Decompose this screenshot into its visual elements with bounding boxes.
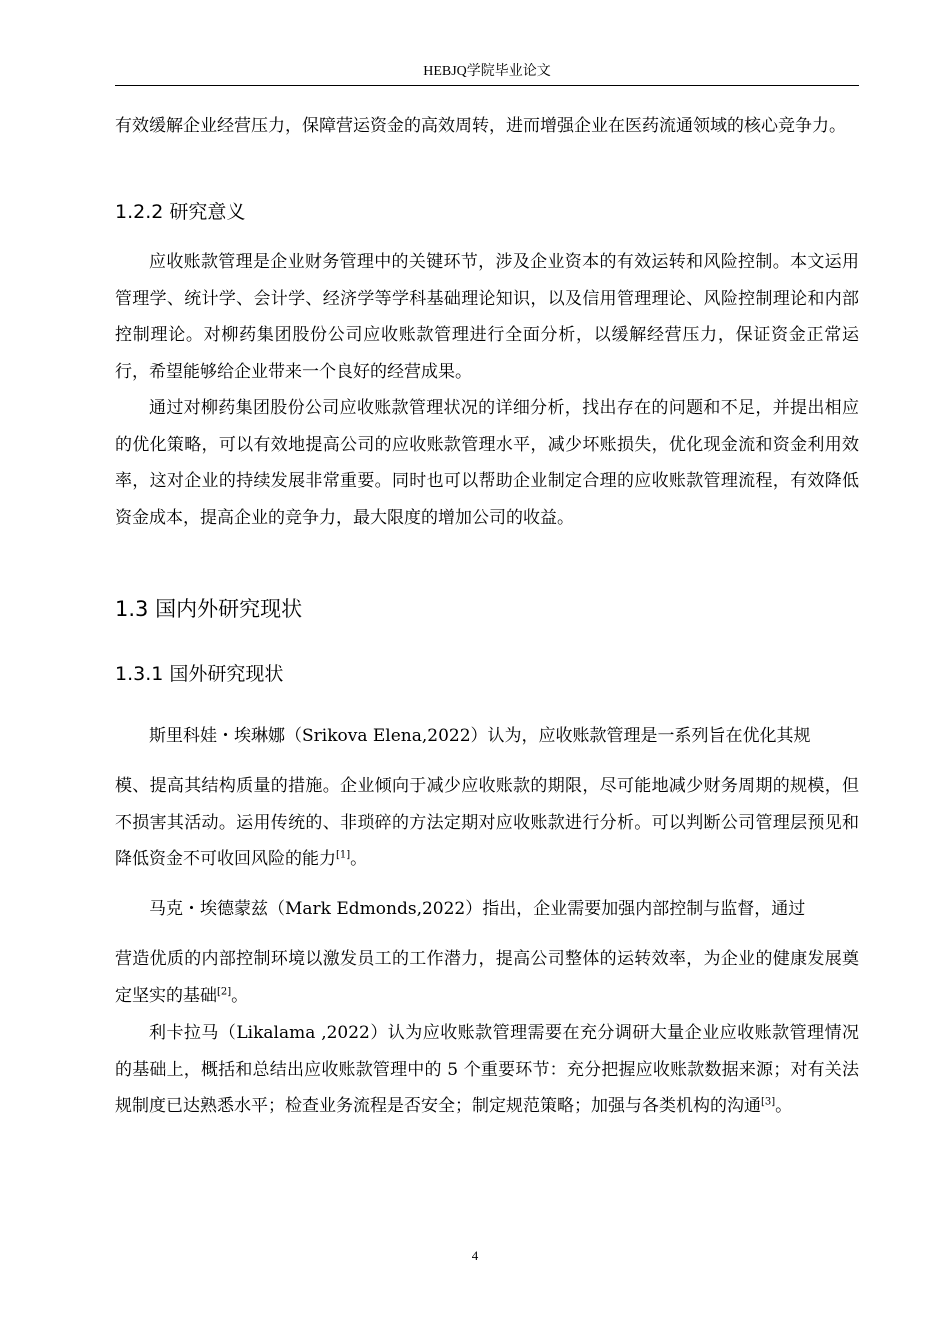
- citation-2: [2]: [217, 985, 232, 997]
- paragraph-foreign-1: [115, 768, 859, 878]
- citation-1: [1]: [336, 849, 351, 861]
- citation-3: [3]: [761, 1096, 776, 1108]
- paragraph-foreign-2-first-line: 马克・埃德蒙兹（Mark Edmonds,2022）指出，企业需要加强内部控制与监督，通过: [149, 899, 806, 919]
- page-header: HEBJQ学院毕业论文: [423, 64, 551, 79]
- paragraph-foreign-1-first-line: 斯里科娃・埃琳娜（Srikova Elena,2022）认为，应收账款管理是一系列旨在优化其规: [149, 726, 811, 746]
- paragraph-foreign-3-text: 利卡拉马（Likalama ,2022）认为应收账款管理需要在充分调研大量企业应收账款管理情况的基础上，概括和总结出应收账款管理中的 5 个重要环节：充分把握应收账款数据来源；对有关法规制度已达熟悉水平；检查业务流程是否安全；制定规范策略；加强与各类机构的沟通: [115, 1023, 859, 1116]
- paragraph-foreign-3: [115, 1015, 859, 1125]
- section-heading-1-3-1: 1.3.1 国外研究现状: [115, 663, 284, 685]
- section-heading-1-2-2: 1.2.2 研究意义: [115, 201, 246, 223]
- header-rule: [115, 85, 859, 86]
- section-heading-1-3: 1.3 国内外研究现状: [115, 597, 303, 621]
- paragraph-significance-1: 应收账款管理是企业财务管理中的关键环节，涉及企业资本的有效运转和风险控制。本文运用管理学、统计学、会计学、经济学等学科基础理论知识，以及信用管理理论、风险控制理论和内部控制理论。对柳药集团股份公司应收账款管理进行全面分析，以缓解经营压力，保证资金正常运行，希望能够给企业带来一个良好的经营成果。: [115, 252, 859, 382]
- paragraph-foreign-1-text: 模、提高其结构质量的措施。企业倾向于减少应收账款的期限，尽可能地减少财务周期的规模，但不损害其活动。运用传统的、非琐碎的方法定期对应收账款进行分析。可以判断公司管理层预见和降低资金不可收回风险的能力: [115, 776, 859, 869]
- sentence-end: 。: [231, 985, 249, 1006]
- sentence-end: 。: [350, 849, 368, 869]
- paragraph-foreign-2: [115, 941, 859, 1014]
- page-number: 4: [471, 1248, 479, 1263]
- paragraph-intro-continued: 有效缓解企业经营压力，保障营运资金的高效周转，进而增强企业在医药流通领域的核心竞争力。: [115, 116, 846, 136]
- paragraph-significance-2: 通过对柳药集团股份公司应收账款管理状况的详细分析，找出存在的问题和不足，并提出相应的优化策略，可以有效地提高公司的应收账款管理水平，减少坏账损失，优化现金流和资金利用效率，这对企业的持续发展非常重要。同时也可以帮助企业制定合理的应收账款管理流程，有效降低资金成本，提高企业的竞争力，最大限度的增加公司的收益。: [115, 398, 859, 528]
- paragraph-foreign-2-text: 营造优质的内部控制环境以激发员工的工作潜力，提高公司整体的运转效率，为企业的健康发展奠定坚实的基础: [115, 949, 859, 1006]
- sentence-end: 。: [775, 1096, 793, 1116]
